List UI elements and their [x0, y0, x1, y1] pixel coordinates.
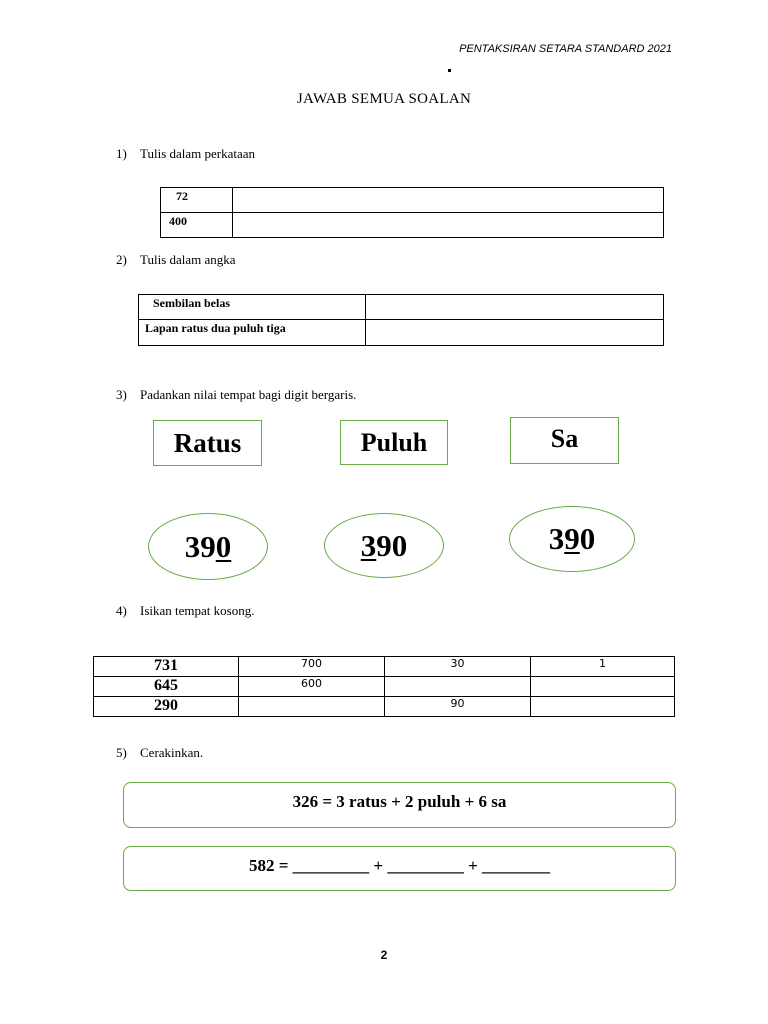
table-row: [94, 657, 675, 677]
place-value-box-sa[interactable]: Sa: [510, 417, 619, 464]
table-row: [94, 677, 675, 697]
question-4-text: Isikan tempat kosong.: [140, 603, 255, 618]
question-2-text: Tulis dalam angka: [140, 252, 236, 267]
number-oval-1[interactable]: [148, 513, 268, 580]
question-5-text: Cerakinkan.: [140, 745, 204, 760]
answer-cell[interactable]: [366, 320, 664, 346]
number-cell: 731: [94, 657, 239, 677]
underlined-digit: 3: [360, 527, 377, 563]
place-value-box-ratus[interactable]: Ratus: [153, 420, 262, 466]
decorative-dot: [448, 69, 451, 72]
table-row: [139, 295, 664, 320]
digit-text: 0: [579, 521, 596, 556]
question-2-table: [138, 294, 664, 346]
tens-cell[interactable]: [385, 677, 531, 697]
number-cell: 400: [161, 213, 233, 238]
number-oval-2[interactable]: [324, 513, 444, 578]
table-row: [94, 697, 675, 717]
page-number: 2: [380, 948, 388, 962]
number-oval-3[interactable]: [509, 506, 635, 572]
decomposition-question[interactable]: 582 = _________ + _________ + ________: [123, 846, 676, 891]
table-row: [161, 188, 664, 213]
hundreds-cell[interactable]: 600: [239, 677, 385, 697]
question-4-table: [93, 656, 675, 717]
decomposition-example: 326 = 3 ratus + 2 puluh + 6 sa: [123, 782, 676, 828]
underlined-digit: 9: [564, 521, 580, 556]
words-cell: Lapan ratus dua puluh tiga: [139, 320, 366, 346]
digit-text: 3: [548, 521, 565, 556]
ones-cell[interactable]: [531, 677, 675, 697]
place-value-box-puluh[interactable]: Puluh: [340, 420, 448, 465]
digit-text: 90: [376, 527, 408, 563]
tens-cell[interactable]: 90: [385, 697, 531, 717]
question-4-number: 4): [116, 603, 127, 618]
question-1-text: Tulis dalam perkataan: [140, 146, 256, 161]
number-cell: 72: [161, 188, 233, 213]
hundreds-cell[interactable]: [239, 697, 385, 717]
question-3-number: 3): [116, 387, 127, 402]
words-cell: Sembilan belas: [139, 295, 366, 320]
underlined-digit: 0: [215, 528, 232, 564]
question-2-number: 2): [116, 252, 127, 267]
answer-cell[interactable]: [366, 295, 664, 320]
table-row: [139, 320, 664, 346]
question-1-number: 1): [116, 146, 127, 161]
number-cell: 290: [94, 697, 239, 717]
question-3-text: Padankan nilai tempat bagi digit bergaris.: [140, 387, 357, 402]
digit-text: 39: [184, 528, 216, 564]
answer-cell[interactable]: [233, 213, 664, 238]
question-1-table: [160, 187, 664, 238]
number-cell: 645: [94, 677, 239, 697]
page-header: PENTAKSIRAN SETARA STANDARD 2021: [459, 43, 672, 55]
ones-cell[interactable]: 1: [531, 657, 675, 677]
answer-cell[interactable]: [233, 188, 664, 213]
page-title: JAWAB SEMUA SOALAN: [296, 91, 472, 107]
tens-cell[interactable]: 30: [385, 657, 531, 677]
table-row: [161, 213, 664, 238]
ones-cell[interactable]: [531, 697, 675, 717]
question-5-number: 5): [116, 745, 127, 760]
hundreds-cell[interactable]: 700: [239, 657, 385, 677]
